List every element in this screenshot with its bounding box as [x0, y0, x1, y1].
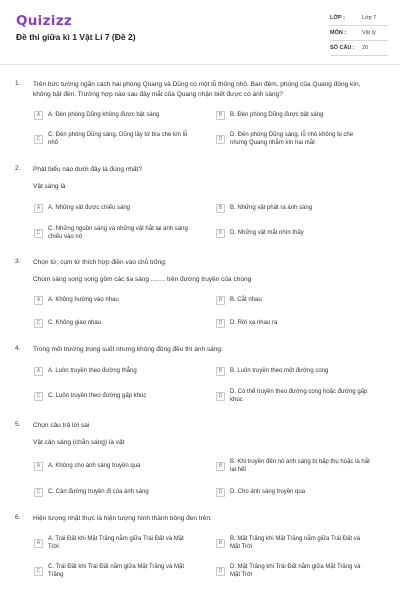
option-letter-box: B: [216, 367, 225, 376]
option-text: B. Đèn phòng Dũng được bật sáng: [230, 112, 324, 118]
option-a[interactable]: [34, 362, 188, 380]
option-b[interactable]: [216, 457, 370, 475]
option-letter-box: B: [216, 462, 225, 471]
question-number: 4.: [15, 345, 21, 352]
question-number: 3.: [15, 258, 21, 265]
option-text: B. Khi truyền đến nó ánh sáng bị hấp thụ hoặc là hắt lại hết: [230, 459, 370, 473]
option-text: D. Có thể truyền theo đường cong hoặc đường gấp khúc: [230, 389, 368, 403]
option-text: D. Cho ánh sáng truyền qua: [230, 489, 306, 495]
option-letter-box: B: [216, 539, 225, 548]
meta-row-class: [330, 11, 388, 26]
option-text: B. Những vật phát ra ánh sáng: [230, 205, 313, 211]
option-b[interactable]: [216, 362, 370, 380]
option-letter-box: D: [216, 567, 225, 576]
option-a[interactable]: [34, 534, 188, 552]
question-text: [33, 514, 378, 524]
option-text: C. Trái Đất khi Trái Đất nằm giữa Mặt Trăng và Mặt Trăng: [48, 564, 185, 578]
option-b[interactable]: [216, 534, 370, 552]
option-text: D. Đèn phòng Dũng sáng, lỗ nhỏ không bị che nhưng Quang nhắm kín hai mắt: [230, 132, 354, 146]
meta-label: MÔN :: [330, 30, 347, 36]
question-line: Vật cản sáng (chắn sáng) là vật: [33, 438, 125, 446]
meta-row-subject: [330, 26, 388, 41]
option-letter-box: B: [216, 111, 225, 120]
option-a[interactable]: [34, 199, 188, 217]
question-line: Trong môi trường trong suốt nhưng không đồng đều thì ánh sáng:: [33, 346, 223, 353]
question-number: 6.: [15, 514, 21, 521]
worksheet-header: [0, 0, 400, 62]
option-letter-box: A: [34, 462, 43, 471]
option-letter-box: D: [216, 135, 225, 144]
option-letter-box: C: [34, 567, 43, 576]
option-c[interactable]: [34, 562, 188, 580]
option-letter-box: D: [216, 392, 225, 401]
option-letter-box: A: [34, 296, 43, 305]
question-line: Vật sáng là: [33, 182, 66, 190]
option-a[interactable]: [34, 106, 188, 124]
quizizz-logo: Quizizz: [16, 13, 73, 29]
option-letter-box: C: [34, 135, 43, 144]
header-divider: [0, 64, 400, 65]
question-line: không bật đèn. Trường hợp nào sau đây mắt của Quang nhận biết được có ánh sáng?: [33, 90, 283, 98]
option-text: D. Mặt Trăng khi Trái Đất nằm giữa Mặt Trăng và Mặt Trời: [230, 564, 361, 578]
option-text: C. Đèn phòng Dũng sáng, Dũng lấy tờ bìa che kín lỗ nhỏ: [48, 132, 188, 146]
option-letter-box: A: [34, 111, 43, 120]
question-line: Chùm sáng song song gồm các tia sáng ........ trên đường truyền của chúng: [33, 275, 252, 283]
question-number: 1.: [15, 80, 21, 87]
option-letter-box: D: [216, 319, 225, 328]
question-line: Trên bức tường ngăn cách hai phòng Quang và Dũng có một lỗ thông nhỏ. Ban đêm, phòng của Quang đóng kín,: [33, 81, 361, 88]
option-b[interactable]: [216, 106, 370, 124]
option-letter-box: C: [34, 392, 43, 401]
option-d[interactable]: [216, 130, 370, 148]
option-c[interactable]: [34, 224, 188, 242]
question-text: [33, 258, 378, 284]
option-letter-box: C: [34, 319, 43, 328]
option-letter-box: A: [34, 539, 43, 548]
option-text: A. Không cho ánh sáng truyền qua: [48, 463, 141, 469]
worksheet-title: Đề thi giữa kì 1 Vật Lí 7 (Đề 2): [16, 32, 136, 42]
option-text: D. Rời xa nhau ra: [230, 320, 278, 326]
question-line: Phát biểu nào dưới đây là đúng nhất?: [33, 166, 143, 173]
option-a[interactable]: [34, 457, 188, 475]
option-text: C. Không giao nhau: [48, 320, 102, 326]
question-line: Chọn từ, cụm từ thích hợp điền vào chỗ trống:: [33, 259, 167, 266]
meta-label: LỚP :: [330, 15, 345, 21]
option-letter-box: A: [34, 367, 43, 376]
option-text: C. Cản đường truyền đi của ánh sáng: [48, 489, 149, 495]
option-letter-box: B: [216, 204, 225, 213]
worksheet-meta: [330, 11, 388, 56]
question-number: 2.: [15, 165, 21, 172]
question-text: [33, 421, 378, 447]
option-d[interactable]: [216, 562, 370, 580]
question-line: Hiện tượng nhật thực là hiện tượng hình thành bóng đen trên:: [33, 515, 212, 522]
option-text: A. Luôn truyền theo đường thẳng: [48, 368, 137, 374]
option-text: A. Đèn phòng Dũng không được bật sáng: [48, 112, 160, 118]
option-text: B. Mặt Trăng khi Mặt Trăng nằm giữa Trái Đất và Mặt Trời: [230, 536, 361, 550]
question-number: 5.: [15, 421, 21, 428]
question-text: [33, 345, 378, 355]
meta-row-question-count: [330, 41, 388, 56]
option-c[interactable]: [34, 387, 188, 405]
option-text: C. Những nguồn sáng và những vật hắt lại ánh sáng chiếu vào nó: [48, 226, 188, 240]
option-d[interactable]: [216, 314, 370, 332]
meta-label: SỐ CÂU :: [330, 45, 355, 51]
option-text: B. Luôn truyền theo một đường cong: [230, 368, 329, 374]
option-b[interactable]: [216, 291, 370, 309]
option-d[interactable]: [216, 387, 370, 405]
option-text: D. Những vật mắt nhìn thấy: [230, 230, 304, 236]
option-c[interactable]: [34, 130, 188, 148]
option-letter-box: B: [216, 296, 225, 305]
option-text: A. Không hướng vào nhau: [48, 297, 119, 303]
option-c[interactable]: [34, 483, 188, 501]
meta-value: Vật lý: [362, 30, 376, 36]
question-line: Chọn câu trả lời sai: [33, 422, 90, 429]
option-text: A. Những vật được chiếu sáng: [48, 205, 131, 211]
option-letter-box: D: [216, 488, 225, 497]
option-b[interactable]: [216, 199, 370, 217]
option-text: C. Luôn truyền theo đường gấp khúc: [48, 393, 147, 399]
option-text: A. Trái Đất khi Mặt Trăng nằm giữa Trái Đất và Mặt Trời: [48, 536, 184, 550]
meta-value: Lớp 7: [362, 15, 377, 21]
option-d[interactable]: [216, 224, 370, 242]
option-letter-box: C: [34, 229, 43, 238]
option-text: B. Cắt nhau: [230, 297, 262, 303]
option-d[interactable]: [216, 483, 370, 501]
option-letter-box: A: [34, 204, 43, 213]
option-letter-box: D: [216, 229, 225, 238]
option-c[interactable]: [34, 314, 188, 332]
question-text: [33, 80, 378, 99]
question-text: [33, 165, 378, 191]
option-a[interactable]: [34, 291, 188, 309]
meta-value: 20: [362, 45, 369, 51]
option-letter-box: C: [34, 488, 43, 497]
